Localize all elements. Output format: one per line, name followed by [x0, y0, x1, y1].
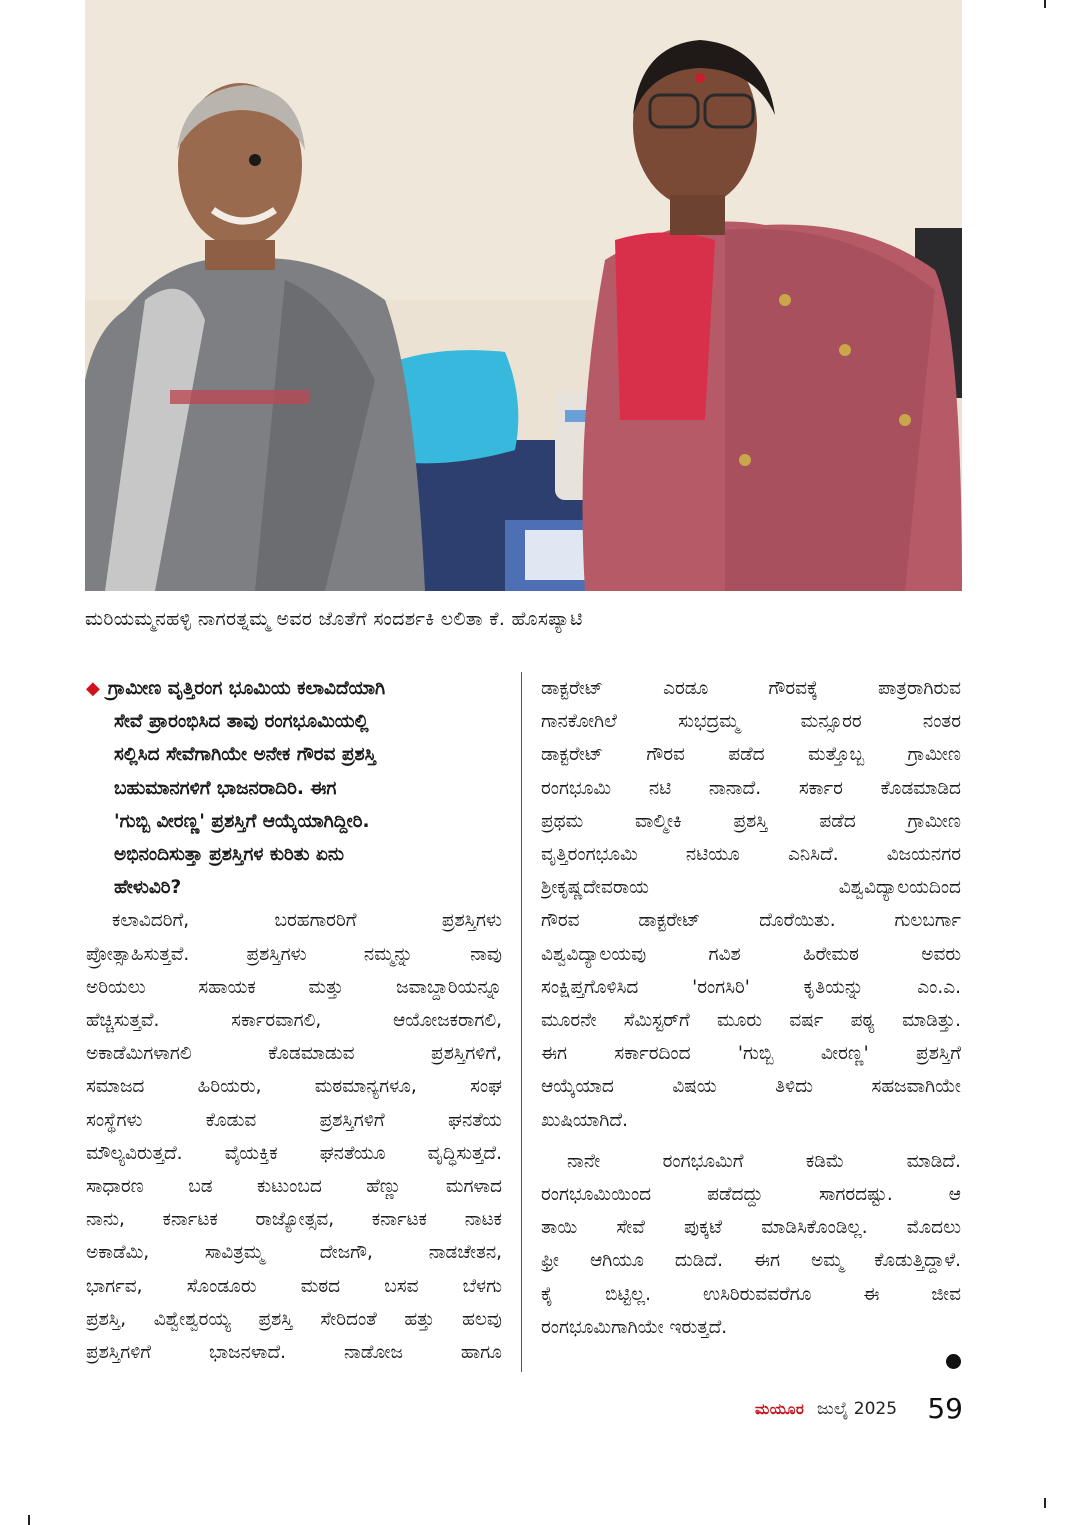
answer-line: ಖುಷಿಯಾಗಿದೆ.: [541, 1109, 628, 1131]
answer-line: ಪ್ರಶಸ್ತಿಗಳಿಗೆ ಭಾಜನಳಾದೆ. ನಾಡೋಜ ಹಾಗೂ: [86, 1342, 502, 1364]
question-line: ಸಲ್ಲಿಸಿದ ಸೇವೆಗಾಗಿಯೇ ಅನೇಕ ಗೌರವ ಪ್ರಶಸ್ತಿ: [114, 744, 377, 766]
right-column: [541, 672, 961, 1344]
crop-mark-top-right: [1044, 0, 1046, 8]
answer-line: ಅಕಾಡೆಮಿಗಳಾಗಲಿ ಕೊಡಮಾಡುವ ಪ್ರಶಸ್ತಿಗಳಿಗೆ,: [86, 1043, 502, 1065]
answer-line: ಡಾಕ್ಟರೇಟ್ ಎರಡೂ ಗೌರವಕ್ಕೆ ಪಾತ್ರರಾಗಿರುವ: [541, 678, 961, 699]
photo-caption: ಮರಿಯಮ್ಮನಹಳ್ಳಿ ನಾಗರತ್ನಮ್ಮ ಅವರ ಜೊತೆಗೆ ಸಂದರ್ಶಕಿ ಲಲಿತಾ ಕೆ. ಹೊಸಪ್ಯಾಟಿ: [85, 608, 583, 630]
answer-line: ರಂಗಭೂಮಿಯಿಂದ ಪಡೆದದ್ದು ಸಾಗರದಷ್ಟು. ಆ: [541, 1184, 961, 1206]
end-of-article-dot-icon: [946, 1354, 961, 1369]
answer-line: ಅಕಾಡೆಮಿ, ಸಾವಿತ್ರಮ್ಮ ದೇಜಗೌ, ನಾಡಚೇತನ,: [86, 1242, 502, 1264]
answer-line: ರಂಗಭೂಮಿ ನಟಿ ನಾನಾದೆ. ಸರ್ಕಾರ ಕೊಡಮಾಡಿದ: [541, 777, 961, 799]
answer-line: ಸಂಸ್ಥೆಗಳು ಕೊಡುವ ಪ್ರಶಸ್ತಿಗಳಿಗೆ ಘನತೆಯ: [86, 1109, 502, 1131]
answer-line: ಈಗ ಸರ್ಕಾರದಿಂದ 'ಗುಬ್ಬಿ ವೀರಣ್ಣ' ಪ್ರಶಸ್ತಿಗೆ: [541, 1043, 961, 1065]
answer-line: ಮೌಲ್ಯವಿರುತ್ತದೆ. ವೈಯಕ್ತಿಕ ಘನತೆಯೂ ವೃದ್ಧಿಸುತ್ತದೆ.: [86, 1142, 502, 1164]
answer-line: ಸಾಧಾರಣ ಬಡ ಕುಟುಂಬದ ಹೆಣ್ಣು ಮಗಳಾದ: [86, 1176, 502, 1198]
column-divider: [521, 672, 522, 1372]
answer-line: ಅರಿಯಲು ಸಹಾಯಕ ಮತ್ತು ಜವಾಬ್ದಾರಿಯನ್ನೂ: [86, 976, 502, 998]
answer-line: ಡಾಕ್ಟರೇಟ್ ಗೌರವ ಪಡೆದ ಮತ್ತೊಬ್ಬ ಗ್ರಾಮೀಣ: [541, 744, 961, 766]
answer-line: ವಿಶ್ವವಿದ್ಯಾಲಯವು ಗವಿಶ ಹಿರೇಮಠ ಅವರು: [541, 943, 961, 965]
magazine-brand: ಮಯೂರ: [755, 1400, 805, 1418]
answer-line: ವೃತ್ತಿರಂಗಭೂಮಿ ನಟಿಯೂ ಎನಿಸಿದೆ. ವಿಜಯನಗರ: [541, 844, 961, 866]
question-line: ◆ ಗ್ರಾಮೀಣ ವೃತ್ತಿರಂಗ ಭೂಮಿಯ ಕಲಾವಿದೆಯಾಗಿ: [86, 678, 386, 699]
answer-line: ಗಾನಕೋಗಿಲೆ ಸುಭದ್ರಮ್ಮ ಮನ್ಸೂರರ ನಂತರ: [541, 711, 961, 733]
page-footer: [755, 1392, 963, 1426]
answer-line: ಗೌರವ ಡಾಕ್ಟರೇಟ್ ದೊರೆಯಿತು. ಗುಲಬರ್ಗಾ: [541, 910, 961, 932]
photo-two-women-icon: [85, 0, 962, 591]
answer-line: ರಂಗಭೂಮಿಗಾಗಿಯೇ ಇರುತ್ತದೆ.: [541, 1316, 728, 1338]
answer-line: ಪ್ರೋತ್ಸಾಹಿಸುತ್ತವೆ. ಪ್ರಶಸ್ತಿಗಳು ನಮ್ಮನ್ನು ನಾವು: [86, 943, 502, 965]
answer-line: ಹೆಚ್ಚಿಸುತ್ತವೆ. ಸರ್ಕಾರವಾಗಲಿ, ಆಯೋಜಕರಾಗಲಿ,: [86, 1010, 502, 1032]
answer-line: ಮೂರನೇ ಸೆಮಿಸ್ಟರ್‌ಗೆ ಮೂರು ವರ್ಷ ಪಠ್ಯ ಮಾಡಿತ್ತು.: [541, 1010, 961, 1032]
question-line: ಬಹುಮಾನಗಳಿಗೆ ಭಾಜನರಾದಿರಿ. ಈಗ: [114, 777, 337, 799]
question-line: ಹೇಳುವಿರಿ?: [114, 877, 182, 899]
page-number: 59: [927, 1392, 963, 1425]
interview-photo: [85, 0, 962, 591]
answer-line: ನಾನು, ಕರ್ನಾಟಕ ರಾಜ್ಯೋತ್ಸವ, ಕರ್ನಾಟಕ ನಾಟಕ: [86, 1209, 502, 1231]
crop-mark-bottom-left: [28, 1515, 30, 1525]
red-diamond-bullet-icon: ◆: [86, 678, 100, 699]
answer-line: ಸಮಾಜದ ಹಿರಿಯರು, ಮಠಮಾನ್ಯಗಳೂ, ಸಂಘ: [86, 1076, 502, 1098]
left-column: [86, 672, 502, 1369]
question-line: ಅಭಿನಂದಿಸುತ್ತಾ ಪ್ರಶಸ್ತಿಗಳ ಕುರಿತು ಏನು: [114, 844, 345, 866]
crop-mark-bottom-right: [1044, 1498, 1046, 1508]
question-line: ಸೇವೆ ಪ್ರಾರಂಭಿಸಿದ ತಾವು ರಂಗಭೂಮಿಯಲ್ಲಿ: [114, 711, 369, 733]
answer-line: ಫ್ರೀ ಆಗಿಯೂ ದುಡಿದೆ. ಈಗ ಅಮ್ಮ ಕೊಡುತ್ತಿದ್ದಾಳೆ.: [541, 1250, 961, 1272]
answer-line: ಶ್ರೀಕೃಷ್ಣದೇವರಾಯ ವಿಶ್ವವಿದ್ಯಾಲಯದಿಂದ: [541, 877, 961, 899]
question-line: 'ಗುಬ್ಬಿ ವೀರಣ್ಣ' ಪ್ರಶಸ್ತಿಗೆ ಆಯ್ಕೆಯಾಗಿದ್ದೀರಿ.: [114, 810, 370, 832]
answer-line: ಪ್ರಶಸ್ತಿ, ವಿಶ್ವೇಶ್ವರಯ್ಯ ಪ್ರಶಸ್ತಿ ಸೇರಿದಂತೆ ಹತ್ತು ಹಲವು: [86, 1308, 502, 1330]
answer-line: ಸಂಕ್ಷಿಪ್ತಗೊಳಿಸಿದ 'ರಂಗಸಿರಿ' ಕೃತಿಯನ್ನು ಎಂ.ಎ.: [541, 976, 961, 998]
answer-line: ನಾನೇ ರಂಗಭೂಮಿಗೆ ಕಡಿಮೆ ಮಾಡಿದೆ.: [567, 1150, 961, 1172]
answer-line: ಆಯ್ಕೆಯಾದ ವಿಷಯ ತಿಳಿದು ಸಹಜವಾಗಿಯೇ: [541, 1076, 961, 1098]
answer-line: ತಾಯಿ ಸೇವೆ ಪುಕ್ಕಟೆ ಮಾಡಿಸಿಕೊಂಡಿಲ್ಲ. ಮೊದಲು: [541, 1217, 961, 1239]
answer-line: ಭಾರ್ಗವ, ಸೊಂಡೂರು ಮಠದ ಬಸವ ಬೆಳಗು: [86, 1275, 502, 1297]
answer-line: ಕೈ ಬಿಟ್ಟಿಲ್ಲ. ಉಸಿರಿರುವವರೆಗೂ ಈ ಜೀವ: [541, 1283, 961, 1305]
answer-line: ಕಲಾವಿದರಿಗೆ, ಬರಹಗಾರರಿಗೆ ಪ್ರಶಸ್ತಿಗಳು: [112, 910, 502, 932]
issue-month: ಜುಲೈ 2025: [817, 1399, 898, 1419]
answer-line: ಪ್ರಥಮ ವಾಲ್ಮೀಕಿ ಪ್ರಶಸ್ತಿ ಪಡೆದ ಗ್ರಾಮೀಣ: [541, 810, 961, 832]
